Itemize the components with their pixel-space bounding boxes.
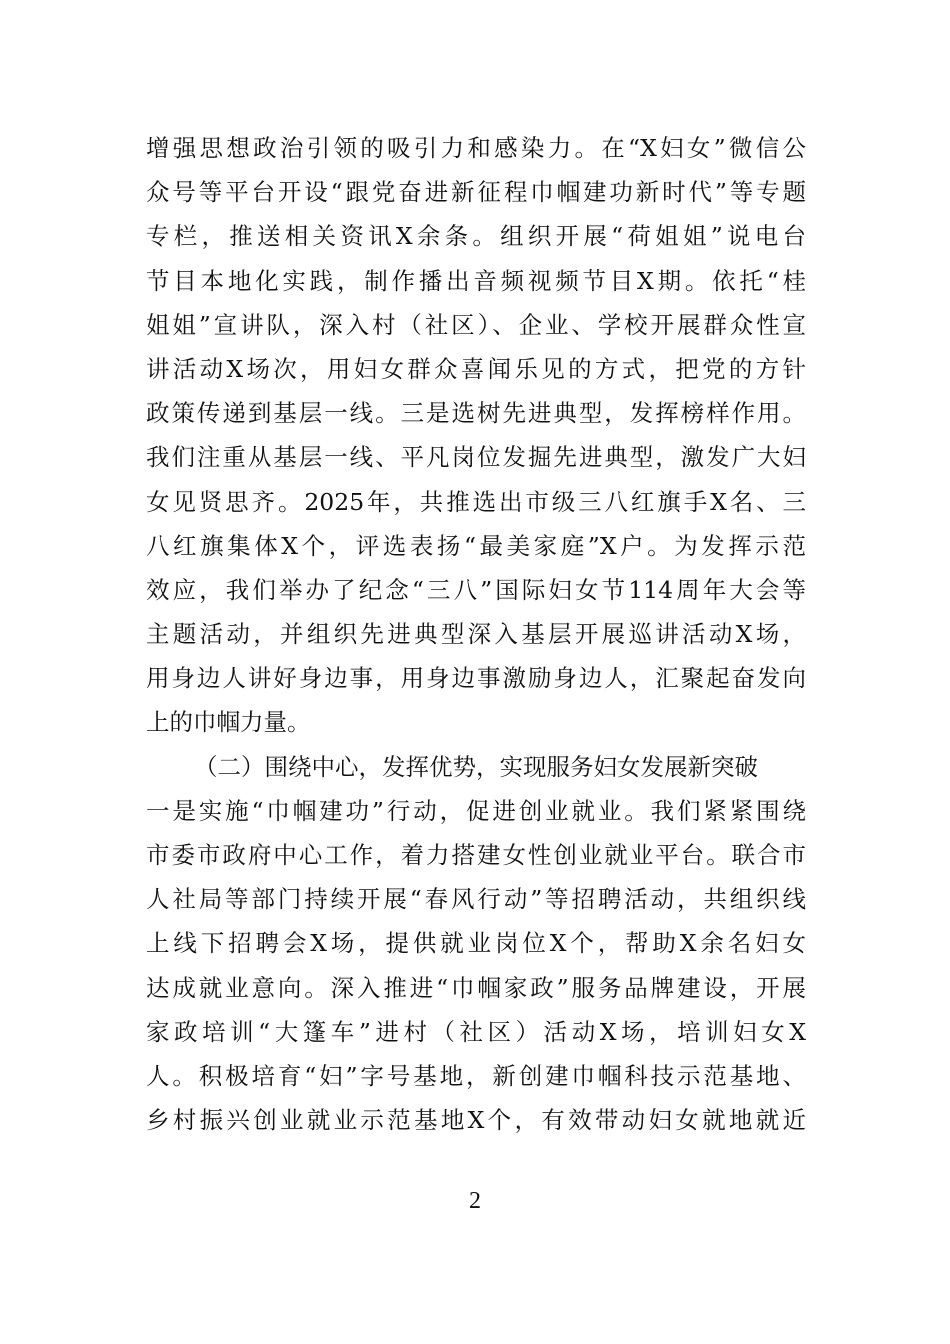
paragraph-line: 上线下招聘会X场，提供就业岗位X个，帮助X余名妇女	[146, 929, 806, 958]
paragraph-line: 政策传递到基层一线。三是选树先进典型，发挥榜样作用。	[146, 399, 806, 428]
paragraph-line: 讲活动X场次，用妇女群众喜闻乐见的方式，把党的方针	[146, 354, 806, 383]
paragraph-line: 效应，我们举办了纪念“三八”国际妇女节114周年大会等	[146, 575, 806, 604]
paragraph-line: 一是实施“巾帼建功”行动，促进创业就业。我们紧紧围绕	[146, 796, 806, 825]
paragraph-line: 我们注重从基层一线、平凡岗位发掘先进典型，激发广大妇	[146, 443, 806, 472]
paragraph-line: 增强思想政治引领的吸引力和感染力。在“X妇女”微信公	[146, 134, 806, 162]
paragraph-line: 达成就业意向。深入推进“巾帼家政”服务品牌建设，开展	[146, 973, 806, 1002]
paragraph-line: 姐姐”宣讲队，深入村（社区）、企业、学校开展群众性宣	[146, 310, 806, 339]
page-number: 2	[469, 1188, 481, 1214]
body-text	[146, 126, 806, 1142]
paragraph-line: 众号等平台开设“跟党奋进新征程巾帼建功新时代”等专题	[146, 178, 806, 207]
paragraph-line: 节目本地化实践，制作播出音频视频节目X期。依托“桂	[146, 266, 806, 295]
paragraph-line: 市委市政府中心工作，着力搭建女性创业就业平台。联合市	[146, 841, 806, 869]
paragraph-line: 人社局等部门持续开展“春风行动”等招聘活动，共组织线	[146, 885, 806, 914]
paragraph-line: 上的巾帼力量。	[146, 708, 311, 737]
paragraph-line: 人。积极培育“妇”字号基地，新创建巾帼科技示范基地、	[146, 1061, 806, 1090]
paragraph-line: 主题活动，并组织先进典型深入基层开展巡讲活动X场，	[146, 620, 806, 649]
paragraph-line: 八红旗集体X个，评选表扬“最美家庭”X户。为发挥示范	[146, 531, 806, 560]
paragraph-line: 专栏，推送相关资讯X余条。组织开展“荷姐姐”说电台	[146, 222, 806, 251]
paragraph-line: 家政培训“大篷车”进村（社区）活动X场，培训妇女X	[146, 1017, 806, 1046]
paragraph-line: 用身边人讲好身边事，用身边事激励身边人，汇聚起奋发向	[146, 664, 806, 693]
section-heading: （二）围绕中心，发挥优势，实现服务妇女发展新突破	[194, 752, 758, 781]
paragraph-line: 乡村振兴创业就业示范基地X个，有效带动妇女就地就近	[146, 1106, 806, 1135]
paragraph-line: 女见贤思齐。2025年，共推选出市级三八红旗手X名、三	[146, 487, 806, 516]
